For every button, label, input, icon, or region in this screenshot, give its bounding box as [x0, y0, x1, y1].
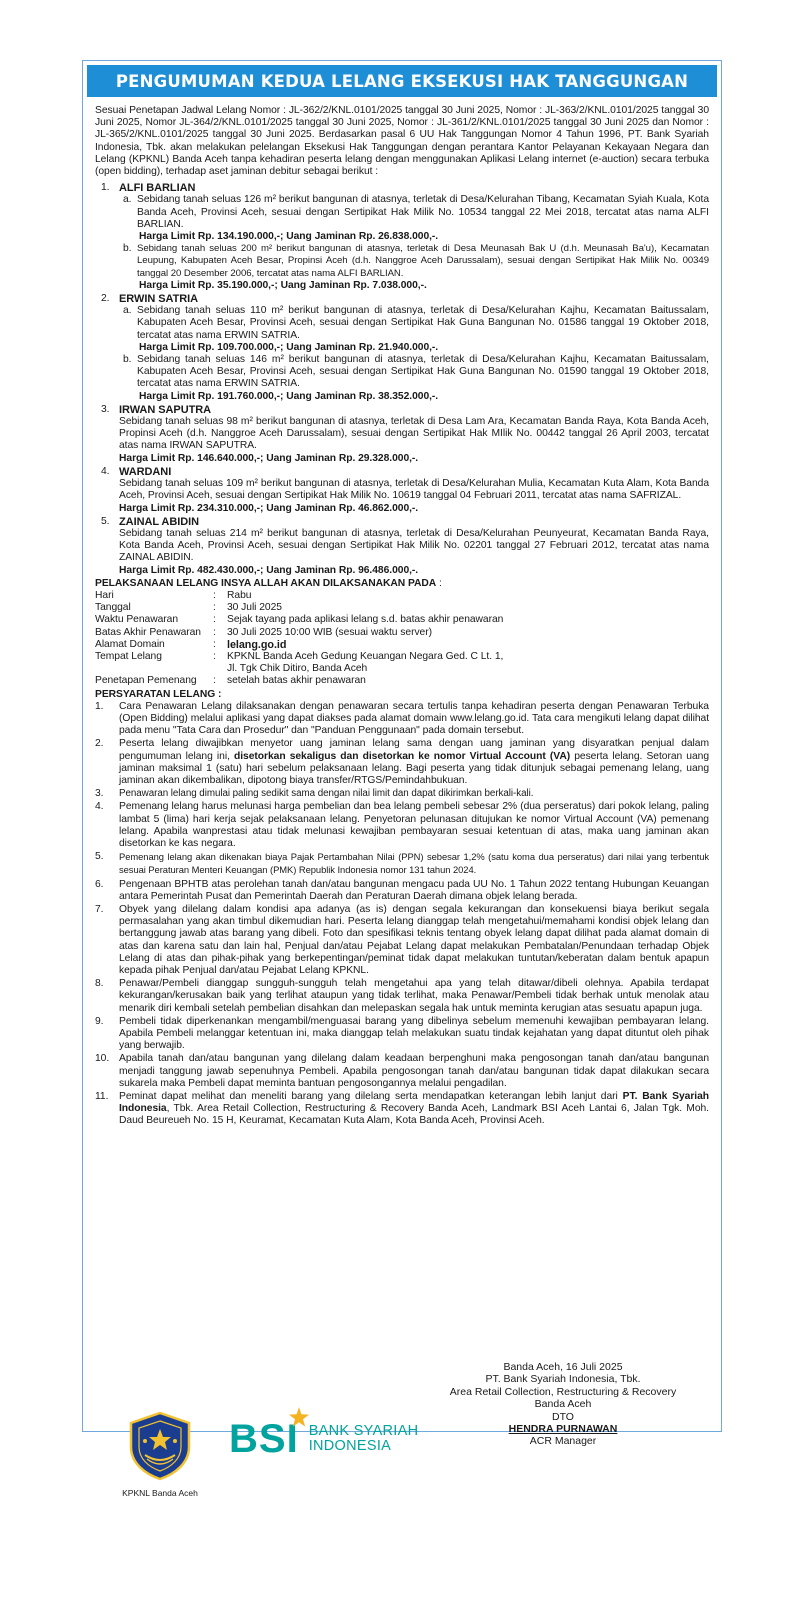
- requirement-item: [95, 701, 709, 738]
- requirement-number: 11.: [95, 1091, 109, 1103]
- kemenkeu-emblem-icon: [123, 1411, 197, 1481]
- asset-description: Sebidang tanah seluas 110 m² berikut bangunan di atasnya, terletak di Desa/Kelurahan Kajhu, Kecamatan Baitussalam, Kabupaten Aceh Besar, Provinsi Aceh, sesuai dengan Sertipikat Hak Guna Bangunan No. 01586 tanggal 19 Oktober 2018, tercatat atas nama ERWIN SATRIA.: [137, 305, 709, 341]
- schedule-value: Rabu: [227, 589, 252, 601]
- schedule-row: [95, 627, 709, 639]
- requirement-text: Peminat dapat melihat dan meneliti barang yang dilelang serta mendapatkan keterangan lebih lanjut dari: [119, 1091, 623, 1103]
- schedule-value: Sejak tayang pada aplikasi lelang s.d. batas akhir penawaran: [227, 614, 504, 626]
- signature-block: [423, 1361, 703, 1448]
- schedule-row: [95, 614, 709, 626]
- schedule-key: Alamat Domain: [95, 638, 165, 650]
- star-icon: [289, 1407, 309, 1427]
- schedule-heading: [95, 578, 709, 590]
- schedule-colon: :: [213, 589, 216, 601]
- schedule-key: Tanggal: [95, 602, 131, 614]
- asset-letter: b.: [123, 243, 132, 255]
- debtor-name: IRWAN SAPUTRA: [119, 403, 212, 416]
- requirement-item: [95, 1091, 709, 1128]
- asset-price: Harga Limit Rp. 134.190.000,-; Uang Jaminan Rp. 26.838.000,-.: [139, 231, 439, 243]
- unit-name: Area Retail Collection, Restructuring & Recovery: [449, 1385, 677, 1398]
- debtor-name: WARDANI: [119, 465, 172, 478]
- requirement-text: Peserta lelang diwajibkan menyetor uang jaminan lelang sama dengan uang jaminan yang disyaratkan penjual dalam pengumuman lelang ini,: [119, 738, 709, 762]
- schedule-row: [95, 590, 709, 602]
- kpknl-logo: [117, 1411, 203, 1498]
- requirement-item: [95, 904, 709, 977]
- asset-description: Sebidang tanah seluas 214 m² berikut bangunan di atasnya, terletak di Desa/Kelurahan Peunyeurat, Kecamatan Banda Raya, Kota Banda Aceh, Provinsi Aceh, sesuai dengan Sertipikat Hak Milik No. 02201 tanggal 27 Februari 2012, tercatat atas nama ZAINAL ABIDIN.: [119, 527, 709, 564]
- schedule-value: 30 Juli 2025: [227, 602, 282, 614]
- requirement-text: , Tbk. Area Retail Collection, Restructuring & Recovery Banda Aceh, Landmark BSI Aceh Lantai 6, Jalan Tgk. Moh. Daud Beureueh No. 15 H, Keuramat, Kecamatan Kuta Alam, Kota Banda Aceh, Provinsi Aceh.: [119, 1103, 709, 1127]
- requirement-number: 7.: [95, 904, 104, 915]
- requirement-bold-text: PT. Bank Syariah Indonesia: [119, 1091, 709, 1115]
- venue-line-1: KPKNL Banda Aceh Gedung Keuangan Negara Ged. C Lt. 1,: [227, 650, 504, 662]
- debtor-item: [95, 182, 709, 292]
- schedule-row: [95, 675, 709, 687]
- requirement-number: 4.: [95, 801, 104, 813]
- schedule-key: Batas Akhir Penawaran: [95, 626, 201, 638]
- schedule-value: setelah batas akhir penawaran: [227, 675, 366, 687]
- kpknl-caption: KPKNL Banda Aceh: [122, 1488, 198, 1498]
- domain-link[interactable]: lelang.go.id: [227, 638, 287, 651]
- schedule-colon: :: [213, 614, 216, 626]
- schedule-row: [95, 639, 709, 651]
- signer-role: ACR Manager: [529, 1435, 597, 1448]
- bsi-mark-text: BSI: [229, 1417, 299, 1461]
- schedule-key: Hari: [95, 589, 114, 601]
- intro-paragraph: Sesuai Penetapan Jadwal Lelang Nomor : JL-362/2/KNL.0101/2025 tanggal 30 Juni 2025, Nomor : JL-363/2/KNL.0101/2025 tanggal 30 Juni 2025, Nomor JL-364/2/KNL.0101/2025 tanggal 30 Juni 2025, Nomor : JL-361/2/KNL.0101/2025 tanggal 30 Juni 2025 dan Nomor : JL-365/2/KNL.0101/2025 tanggal 30 Juni 2025. Berdasarkan pasal 6 UU Hak Tanggungan Nomor 4 Tahun 1996, PT. Bank Syariah Indonesia, Tbk. akan melakukan pelelangan Eksekusi Hak Tanggungan dengan perantara Kantor Pelayanan Kekayaan Negara dan Lelang (KPKNL) Banda Aceh tanpa kehadiran peserta lelang dengan menggunakan Aplikasi Lelang internet (e-auction) secara terbuka (open bidding), terhadap aset jaminan debitur sebagai berikut :: [95, 105, 709, 178]
- schedule-colon: :: [213, 626, 216, 638]
- debtor-number: 5.: [101, 515, 110, 527]
- bsi-wordmark: [229, 1419, 299, 1459]
- schedule-heading-colon: :: [436, 577, 442, 589]
- debtor-item: [95, 293, 709, 403]
- asset-item: [119, 194, 709, 243]
- place-date: Banda Aceh, 16 Juli 2025: [503, 1361, 623, 1373]
- asset-item: [119, 354, 709, 403]
- schedule-colon: :: [213, 650, 216, 662]
- debtor-number: 3.: [101, 403, 110, 415]
- asset-description: Sebidang tanah seluas 146 m² berikut bangunan di atasnya, terletak di Desa/Kelurahan Kajhu, Kecamatan Baitussalam, Kabupaten Aceh Besar, Provinsi Aceh, sesuai dengan Sertipikat Hak Guna Bangunan No. 01590 tanggal 19 Oktober 2018, tercatat atas nama ERWIN SATRIA.: [137, 354, 709, 390]
- requirement-number: 3.: [95, 788, 104, 800]
- debtor-number: 4.: [101, 465, 110, 477]
- requirement-item: [95, 1016, 709, 1053]
- debtor-name: ALFI BARLIAN: [119, 182, 196, 195]
- debtor-name: ERWIN SATRIA: [119, 293, 199, 306]
- schedule-key: Tempat Lelang: [95, 650, 162, 662]
- requirement-text: Pemenang lelang akan dikenakan biaya Pajak Pertambahan Nilai (PPN) sebesar 1,2% (satu koma dua perseratus) dari nilai yang terbentuk sesuai Peraturan Menteri Keuangan (PMK) Republik Indonesia nomor 131 tahun 2024.: [119, 851, 709, 876]
- requirement-text: Penawaran lelang dimulai paling sedikit sama dengan nilai limit dan dapat dikirimkan berkali-kali.: [119, 788, 534, 800]
- requirement-text: Obyek yang dilelang dalam kondisi apa adanya (as is) dengan segala kekurangan dan konsekuensi biaya berikut segala permasalahan yang akan timbul dikemudian hari. Peserta lelang dianggap telah mengetahui/memahami kondisi objek lelang dan bertanggung jawab atas barang yang dibeli. Foto dan spesifikasi teknis tentang obyek lelang dapat dilihat pada alamat domain di atas dan karena satu dan lain hal, Penjual dan/atau Pejabat Lelang dapat melakukan Pembatalan/Penundaan terhadap Objek Lelang di atas dan pihak-pihak yang berkepentingan/peminat tidak dapat melakukan tuntutan/keberatan dalam bentuk apapun kepada pihak Penjual dan/atau Pejabat Lelang KPKNL.: [119, 904, 709, 977]
- schedule-colon: :: [213, 675, 216, 687]
- content: [83, 97, 721, 1128]
- requirement-item: [95, 851, 709, 877]
- requirement-number: 2.: [95, 738, 104, 750]
- debtor-item: [95, 404, 709, 465]
- schedule-colon: :: [213, 602, 216, 614]
- requirement-text: Pemenang lelang harus melunasi harga pembelian dan bea lelang pembeli sebesar 2% (dua perseratus) dari pokok lelang, paling lambat 5 (lima) hari kerja sejak pelaksanaan lelang. Penyetoran pelunasan ditujukan ke nomor Virtual Account (VA) pemenang lelang. Apabila wanprestasi atau tidak melunasi kewajiban pembayaran sesuai ketentuan di atas, maka uang jaminan akan disetorkan ke kas negara.: [119, 801, 709, 849]
- page-title: PENGUMUMAN KEDUA LELANG EKSEKUSI HAK TANGGUNGAN: [115, 71, 689, 91]
- bsi-logo: [229, 1419, 418, 1459]
- venue-line-2: Jl. Tgk Chik Ditiro, Banda Aceh: [227, 663, 368, 675]
- requirement-item: [95, 788, 709, 800]
- schedule-value: [227, 651, 709, 675]
- schedule-key: Penetapan Pemenang: [95, 675, 197, 687]
- requirement-number: 8.: [95, 978, 104, 990]
- requirement-bold-text: disetorkan sekaligus dan disetorkan ke nomor Virtual Account (VA): [234, 750, 571, 762]
- requirement-text: Penawar/Pembeli dianggap sungguh-sungguh telah mengetahui apa yang telah ditawar/dibeli olehnya. Apabila terdapat kekurangan/kerusakan baik yang terlihat ataupun yang tidak terlihat, maka Penawar/Pembeli tidak berhak untuk menolak atau menarik diri kembali setelah pembelian disahkan dan melepaskan segala hak untuk meminta kerugian atas sesuatu apapun juga.: [119, 978, 709, 1014]
- requirement-number: 10.: [95, 1053, 110, 1065]
- asset-price: Harga Limit Rp. 234.310.000,-; Uang Jaminan Rp. 46.862.000,-.: [119, 502, 419, 514]
- asset-item: [119, 243, 709, 292]
- schedule-row: [95, 602, 709, 614]
- asset-description: Sebidang tanah seluas 98 m² berikut bangunan di atasnya, terletak di Desa Lam Ara, Kecamatan Banda Raya, Kota Banda Aceh, Propinsi Aceh (d.h. Nanggroe Aceh Darussalam), sesuai dengan Sertipikat Hak MIlik No. 00442 tanggal 26 April 2003, tercatat atas nama IRWAN SAPUTRA.: [119, 416, 709, 452]
- asset-price: Harga Limit Rp. 146.640.000,-; Uang Jaminan Rp. 29.328.000,-.: [119, 452, 419, 464]
- requirements-heading: PERSYARATAN LELANG :: [95, 688, 222, 700]
- department: DTO: [552, 1410, 574, 1423]
- signer-name: HENDRA PURNAWAN: [508, 1423, 618, 1436]
- debtor-item: [95, 516, 709, 577]
- asset-price: Harga Limit Rp. 35.190.000,-; Uang Jaminan Rp. 7.038.000,-.: [139, 279, 427, 291]
- asset-price: Harga Limit Rp. 191.760.000,-; Uang Jaminan Rp. 38.352.000,-.: [139, 390, 439, 402]
- debtor-item: [95, 466, 709, 515]
- requirement-text: Pembeli tidak diperkenankan mengambil/menguasai barang yang dibelinya sebelum memenuhi kewajiban pembayaran lelang. Apabila Pembeli melanggar ketentuan ini, maka dianggap telah melakukan suatu tindak kejahatan yang dapat dituntut oleh pihak yang berwajib.: [119, 1015, 709, 1052]
- asset-description: Sebidang tanah seluas 109 m² berikut bangunan di atasnya, terletak di Desa/Kelurahan Mulia, Kecamatan Kuta Alam, Kota Banda Aceh, Provinsi Aceh, sesuai dengan Sertipikat Hak Milik No. 10619 tanggal 04 Februari 2011, tercatat atas nama SAFRIZAL.: [119, 478, 709, 502]
- asset-letter: a.: [123, 194, 132, 206]
- requirement-text: Pengenaan BPHTB atas perolehan tanah dan/atau bangunan mengacu pada UU No. 1 Tahun 2022 tentang Hubungan Keuangan antara Pemerintah Pusat dan Pemerintah Daerah dan Peraturan Daerah dimana objek lelang berada.: [119, 878, 709, 902]
- requirement-item: [95, 801, 709, 850]
- debtor-name: ZAINAL ABIDIN: [119, 515, 200, 528]
- schedule-value: 30 Juli 2025 10:00 WIB (sesuai waktu server): [227, 626, 432, 638]
- city-name: Banda Aceh: [534, 1398, 592, 1411]
- requirement-text: Cara Penawaran Lelang dilaksanakan dengan penawaran secara tertulis tanpa kehadiran peserta dengan Penawaran Terbuka (Open Bidding) melalui aplikasi yang dapat diakses pada alamat domain www.lelang.go.id. Tata cara mengikuti lelang dapat dilihat pada menu "Tata Cara dan Prosedur" dan "Panduan Penggunaan" pada domain tersebut.: [119, 700, 709, 737]
- requirement-text: Apabila tanah dan/atau bangunan yang dilelang dalam keadaan berpenghuni maka pengosongan tanah dan/atau bangunan menjadi tanggung jawab sepenuhnya Pembeli. Apabila pengosongan tanah dan/atau bangunan tidak dapat dilakukan secara sukarela maka Pembeli dapat meminta bantuan pengosongannya melalui pengadilan.: [119, 1053, 709, 1089]
- requirement-number: 5.: [95, 851, 104, 863]
- footer: [83, 1361, 721, 1498]
- requirement-item: [95, 879, 709, 903]
- requirement-item: [95, 738, 709, 787]
- bsi-name: [309, 1424, 419, 1454]
- announcement-sheet: [82, 60, 722, 1498]
- asset-price: Harga Limit Rp. 482.430.000,-; Uang Jaminan Rp. 96.486.000,-.: [119, 564, 419, 576]
- requirement-number: 6.: [95, 878, 104, 890]
- bsi-name-line-2: INDONESIA: [308, 1438, 392, 1454]
- asset-item: [119, 305, 709, 354]
- company-name: PT. Bank Syariah Indonesia, Tbk.: [485, 1373, 641, 1386]
- asset-price: Harga Limit Rp. 109.700.000,-; Uang Jaminan Rp. 21.940.000,-.: [139, 341, 439, 353]
- requirement-item: [95, 978, 709, 1015]
- asset-letter: b.: [123, 354, 132, 366]
- requirement-item: [95, 1053, 709, 1090]
- title-bar: [87, 65, 717, 97]
- asset-description: Sebidang tanah seluas 200 m² berikut bangunan di atasnya, terletak di Desa Meunasah Bak U (d.h. Meunasah Ba'u), Kecamatan Leupung, Kabupaten Aceh Besar, Propinsi Aceh (d.h. Nanggroe Aceh Darussalam), sesuai dengan Sertipikat Hak Milik No. 00349 tanggal 20 Desember 2006, tercatat atas nama ALFI BARLIAN.: [137, 243, 709, 279]
- requirement-number: 1.: [95, 700, 104, 712]
- asset-letter: a.: [123, 305, 132, 317]
- asset-description: Sebidang tanah seluas 126 m² berikut bangunan di atasnya, terletak di Desa/Kelurahan Tibang, Kecamatan Syiah Kuala, Kota Banda Aceh, Provinsi Aceh, sesuai dengan Sertipikat Hak Milik No. 10534 tanggal 22 Mei 2018, tercatat atas nama ALFI BARLIAN.: [137, 194, 709, 230]
- requirement-text: peserta lelang. Setoran uang jaminan maksimal 1 (satu) hari sebelum pelaksanaan lelang. Bagi peserta yang tidak ditunjuk sebagai pemenang lelang, uang jaminan akan dikembalikan, dipotong biaya transfer/RTGS/Pemindahbukuan.: [119, 750, 710, 786]
- requirement-number: 9.: [95, 1015, 104, 1027]
- schedule-key: Waktu Penawaran: [95, 614, 179, 626]
- debtor-number: 1.: [101, 182, 110, 194]
- schedule-heading-text: PELAKSANAAN LELANG INSYA ALLAH AKAN DILAKSANAKAN PADA: [95, 577, 437, 589]
- debtor-number: 2.: [101, 293, 110, 305]
- bsi-name-line-1: BANK SYARIAH: [308, 1423, 419, 1439]
- schedule-colon: :: [213, 638, 216, 650]
- schedule-row: [95, 651, 709, 675]
